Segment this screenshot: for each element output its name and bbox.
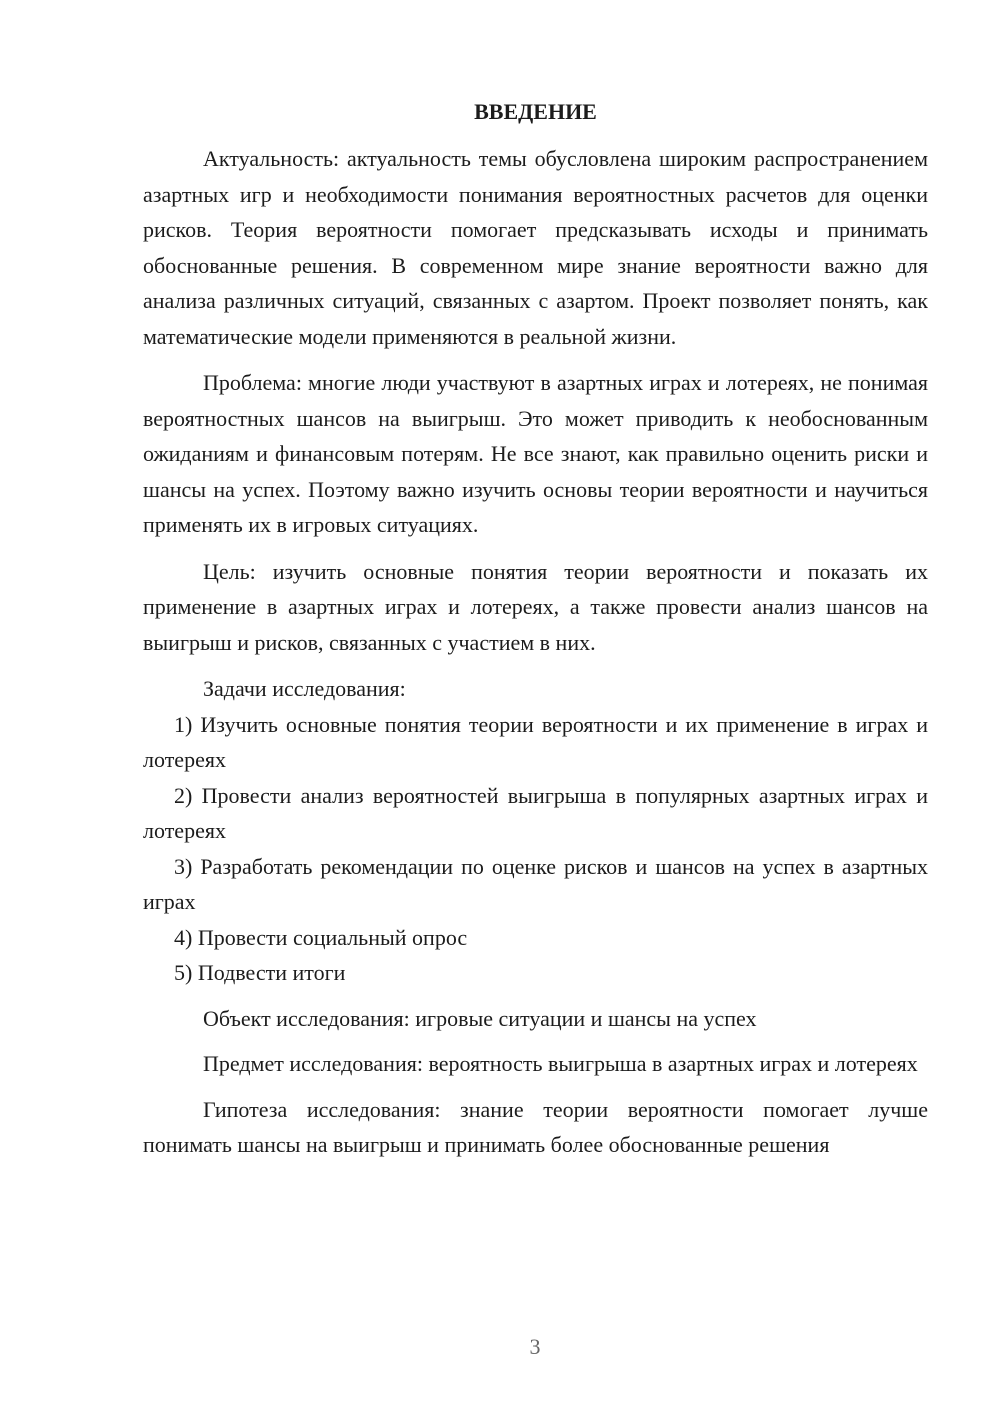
task-item-5: 5) Подвести итоги [174,960,346,985]
relevance-paragraph: Актуальность: актуальность темы обусловлена широким распространением азартных игр и необходимости понимания вероятностных расчетов для оценки рисков. Теория вероятности помогает предсказывать исходы и принимать обоснованные решения. В современном мире знание вероятности важно для анализа различных ситуаций, связанных с азартом. Проект позволяет понять, как математические модели применяются в реальной жизни. [143,146,928,349]
page-title: ВВЕДЕНИЕ [474,99,597,124]
tasks-heading: Задачи исследования: [203,676,406,701]
page-number: 3 [529,1334,541,1359]
object-paragraph: Объект исследования: игровые ситуации и шансы на успех [203,1005,757,1031]
tasks-list [143,707,928,991]
task-item-2: 2) Провести анализ вероятностей выигрыша в популярных азартных играх и лотереях [143,782,928,843]
subject-paragraph: Предмет исследования: вероятность выигрыша в азартных играх и лотереях [203,1051,918,1076]
problem-paragraph: Проблема: многие люди участвуют в азартных играх и лотереях, не понимая вероятностных шансов на выигрыш. Это может приводить к необоснованным ожиданиям и финансовым потерям. Не все знают, как правильно оценить риски и шансы на успех. Поэтому важно изучить основы теории вероятности и научиться применять их в игровых ситуациях. [143,370,928,537]
task-item-3: 3) Разработать рекомендации по оценке рисков и шансов на успех в азартных играх [143,853,928,914]
goal-paragraph: Цель: изучить основные понятия теории вероятности и показать их применение в азартных играх и лотереях, а также провести анализ шансов на выигрыш и рисков, связанных с участием в них. [143,558,928,655]
task-item-1: 1) Изучить основные понятия теории вероятности и их применение в играх и лотереях [143,711,928,772]
hypothesis-paragraph: Гипотеза исследования: знание теории вероятности помогает лучше понимать шансы на выигрыш и принимать более обоснованные решения [143,1096,928,1157]
task-item-4: 4) Провести социальный опрос [174,924,468,950]
page-content [143,94,928,1163]
